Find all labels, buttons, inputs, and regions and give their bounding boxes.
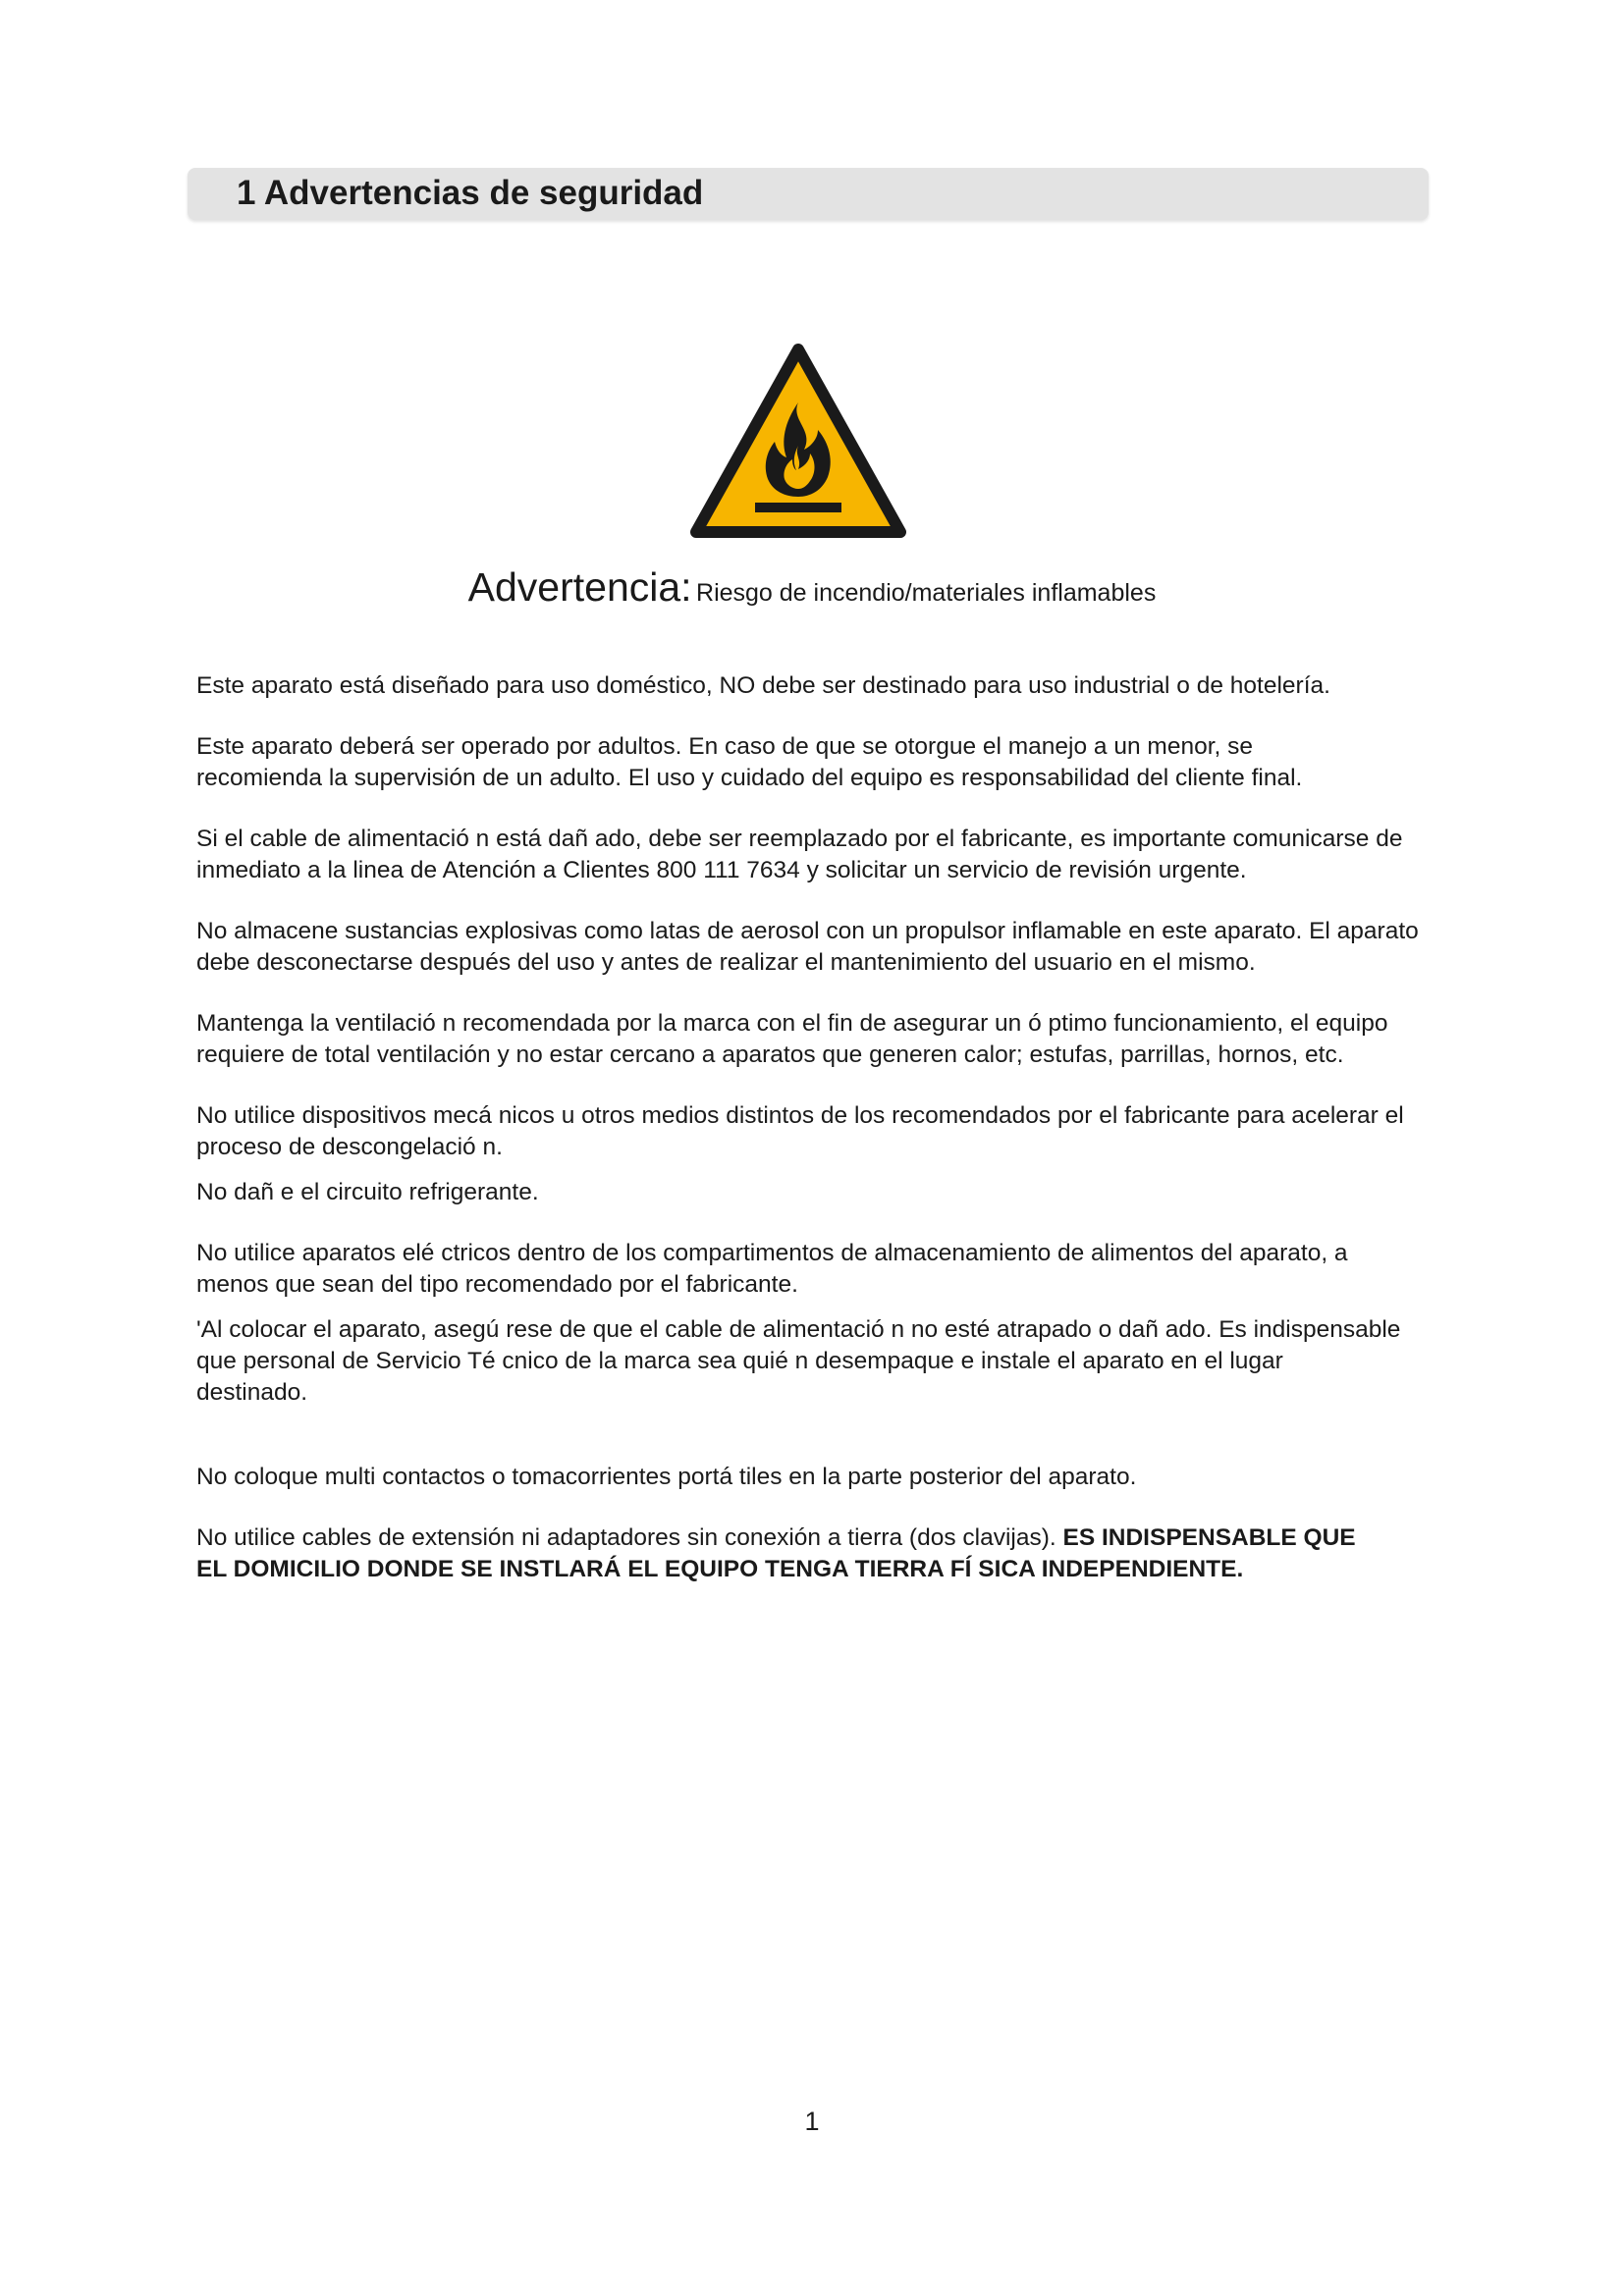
text-line: inmediato a la linea de Atención a Clientes 800 111 7634 y solicitar un servicio de revisión urgente. <box>196 857 1247 883</box>
text-line: Este aparato está diseñado para uso doméstico, NO debe ser destinado para uso industrial o de hotelería. <box>196 672 1330 699</box>
text-line: proceso de descongelació n. <box>196 1134 503 1160</box>
grounding-text: No utilice cables de extensión ni adaptadores sin conexión a tierra (dos clavijas). <box>196 1524 1063 1551</box>
text-line: que personal de Servicio Té cnico de la marca sea quié n desempaque e instale el aparato en el lugar <box>196 1348 1283 1374</box>
paragraph-power-strips <box>196 1462 1502 1493</box>
grounding-emphasis: ES INDISPENSABLE QUE <box>1062 1524 1356 1551</box>
text-line: Mantenga la ventilació n recomendada por la marca con el fin de asegurar un ó ptimo funcionamiento, el equipo <box>196 1010 1388 1037</box>
text-line: No dañ e el circuito refrigerante. <box>196 1179 539 1205</box>
text-line: No utilice aparatos elé ctricos dentro de los compartimentos de almacenamiento de alimentos del aparato, a <box>196 1240 1348 1266</box>
text-line: No utilice dispositivos mecá nicos u otros medios distintos de los recomendados por el fabricante para acelerar el <box>196 1102 1404 1129</box>
safety-instructions <box>196 670 1502 1585</box>
warning-description: Riesgo de incendio/materiales inflamables <box>696 579 1157 607</box>
paragraph-ventilation <box>196 1008 1502 1071</box>
paragraph-grounding <box>196 1522 1502 1585</box>
text-line: requiere de total ventilación y no estar cercano a aparatos que generen calor; estufas, parrillas, hornos, etc. <box>196 1041 1344 1068</box>
paragraph-explosive-substances <box>196 916 1502 979</box>
paragraph-power-cable <box>196 824 1502 886</box>
text-line: No coloque multi contactos o tomacorrientes portá tiles en la parte posterior del aparato. <box>196 1464 1137 1490</box>
warning-label: Advertencia: <box>467 564 692 610</box>
text-line: Si el cable de alimentació n está dañ ado, debe ser reemplazado por el fabricante, es importante comunicarse de <box>196 826 1403 852</box>
text-line: 'Al colocar el aparato, asegú rese de que el cable de alimentació n no esté atrapado o dañ ado. Es indispensable <box>196 1316 1401 1343</box>
paragraph-adult-operation <box>196 731 1502 794</box>
text-line: Este aparato deberá ser operado por adultos. En caso de que se otorgue el manejo a un menor, se <box>196 733 1253 760</box>
grounding-emphasis-line: EL DOMICILIO DONDE SE INSTLARÁ EL EQUIPO TENGA TIERRA FÍ SICA INDEPENDIENTE. <box>196 1556 1244 1582</box>
paragraph-electrical-appliances <box>196 1238 1502 1301</box>
paragraph-refrigerant-circuit <box>196 1177 1502 1208</box>
text-line: destinado. <box>196 1379 308 1406</box>
section-header <box>188 168 1429 220</box>
section-title: 1 Advertencias de seguridad <box>237 174 704 212</box>
text-line: debe desconectarse después del uso y antes de realizar el mantenimiento del usuario en el mismo. <box>196 949 1256 976</box>
page-number: 1 <box>804 2107 820 2136</box>
text-line <box>196 1522 1502 1554</box>
flammable-warning-icon <box>690 344 906 540</box>
text-line: recomienda la supervisión de un adulto. El uso y cuidado del equipo es responsabilidad del cliente final. <box>196 765 1303 791</box>
paragraph-installation <box>196 1314 1502 1409</box>
paragraph-defrosting <box>196 1100 1502 1163</box>
text-line: No almacene sustancias explosivas como latas de aerosol con un propulsor inflamable en este aparato. El aparato <box>196 918 1419 944</box>
paragraph-domestic-use <box>196 670 1502 702</box>
text-line: menos que sean del tipo recomendado por el fabricante. <box>196 1271 798 1298</box>
warning-caption <box>0 560 1624 624</box>
